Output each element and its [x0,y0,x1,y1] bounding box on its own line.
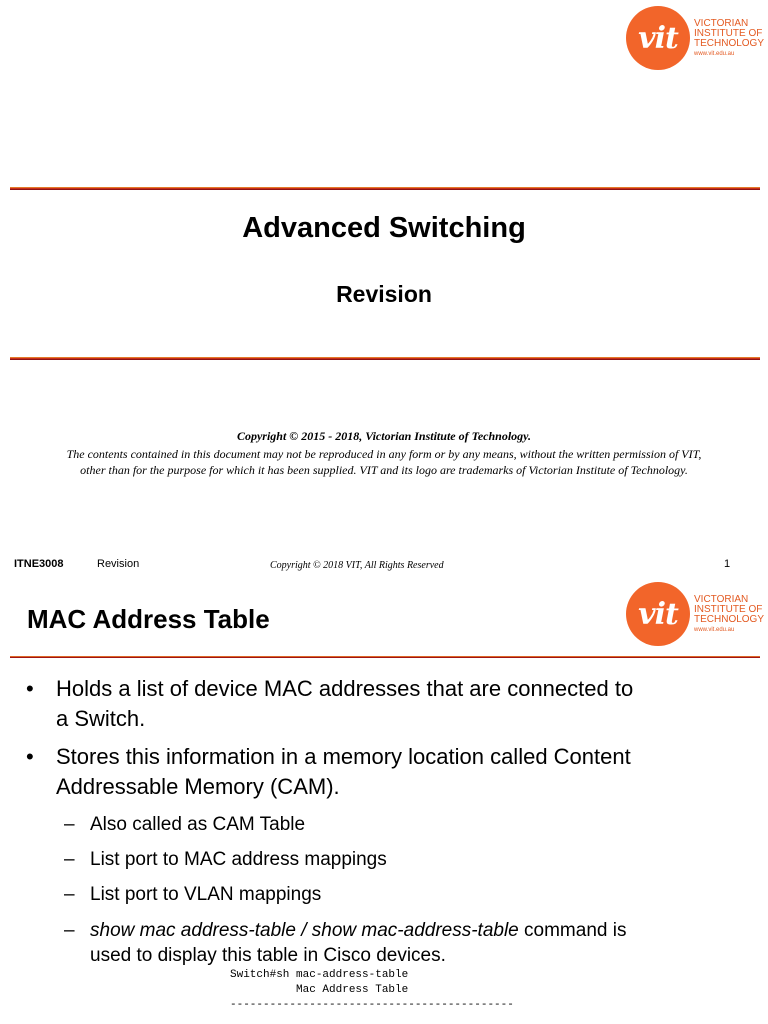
bullet-text-line: Holds a list of device MAC addresses that are connected to [56,676,634,701]
top-rule [10,187,760,190]
vit-logo-slide2 [626,582,764,646]
sub-bullet-text-line: used to display this table in Cisco devices. [90,945,446,966]
bottom-rule [10,357,760,360]
sub-bullet-text: List port to MAC address mappings [90,849,387,870]
bullet-icon: • [26,676,34,701]
logo-line-1: VICTORIAN [694,18,749,29]
terminal-line: Mac Address Table [230,984,409,996]
footer-page-number: 1 [724,558,731,570]
vit-logo [626,6,764,70]
logo-wordmark [694,19,764,57]
copyright-line: Copyright © 2015 - 2018, Victorian Institute of Technology. [236,429,532,443]
bullet-text [56,674,756,734]
dash-icon: – [64,884,75,905]
logo-mark: vit [638,20,678,56]
logo-url: www.vit.edu.au [694,627,735,633]
sub-bullet-text: Also called as CAM Table [90,814,306,835]
logo-line-1: VICTORIAN [694,594,749,605]
title-rule [10,656,760,658]
terminal-line: Switch#sh mac-address-table [230,969,409,981]
command-text: show mac address-table / show mac-address-table [90,920,519,941]
copyright-notice [20,446,748,478]
footer-copyright: Copyright © 2018 VIT, All Rights Reserved [270,560,444,571]
logo-wordmark [694,595,764,633]
logo-line-2: INSTITUTE OF [694,28,763,39]
sub-bullet-text-rest: command is [518,920,627,941]
sub-bullet-text: List port to VLAN mappings [90,884,322,905]
logo-mark: vit [638,596,678,632]
notice-line-2: other than for the purpose for which it has been supplied. VIT and its logo are trademarks of Victorian Institute of Technology. [80,463,688,477]
logo-circle-icon [626,6,690,70]
terminal-line: ------------------------------------------- [230,999,514,1011]
sub-bullet-text [90,918,730,968]
logo-circle-icon [626,582,690,646]
logo-line-3: TECHNOLOGY [694,38,765,49]
bullet-text-line: Addressable Memory (CAM). [56,774,340,799]
logo-line-2: INSTITUTE OF [694,604,763,615]
slide-subtitle: Revision [336,281,432,307]
logo-line-3: TECHNOLOGY [694,614,765,625]
bullet-text-line: a Switch. [56,706,146,731]
dash-icon: – [64,920,75,941]
bullet-icon: • [26,744,34,769]
logo-url: www.vit.edu.au [694,51,735,57]
slide-title: MAC Address Table [27,604,270,634]
dash-icon: – [64,814,75,835]
notice-line-1: The contents contained in this document may not be reproduced in any form or by any means, without the written permission of VIT, [66,447,702,461]
footer-course-code: ITNE3008 [14,558,64,570]
dash-icon: – [64,849,75,870]
bullet-text [56,742,756,802]
bullet-text-line: Stores this information in a memory location called Content [56,744,631,769]
footer-topic: Revision [97,558,140,570]
slide-title: Advanced Switching [242,212,526,244]
